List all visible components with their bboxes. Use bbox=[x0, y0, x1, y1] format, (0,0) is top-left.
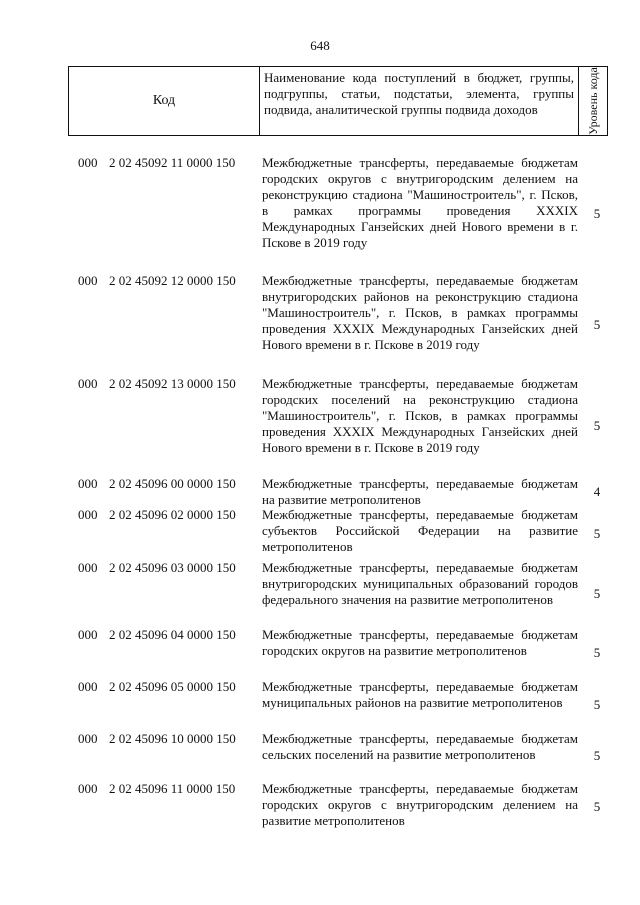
row-prefix: 000 bbox=[78, 155, 98, 170]
table-row bbox=[68, 476, 608, 507]
row-code: 2 02 45092 12 0000 150 bbox=[109, 273, 236, 288]
table-row bbox=[68, 560, 608, 627]
row-prefix: 000 bbox=[78, 476, 98, 491]
row-level: 5 bbox=[593, 799, 601, 814]
row-name: Межбюджетные трансферты, передаваемые бюджетам сельских поселений на развитие метрополитенов bbox=[262, 731, 578, 762]
table-row bbox=[68, 376, 608, 476]
header-level-label: Уровень кода bbox=[586, 67, 600, 135]
row-name: Межбюджетные трансферты, передаваемые бюджетам на развитие метрополитенов bbox=[262, 476, 578, 507]
row-name: Межбюджетные трансферты, передаваемые бюджетам субъектов Российской Федерации на развитие метрополитенов bbox=[262, 507, 578, 554]
row-code: 2 02 45096 04 0000 150 bbox=[109, 627, 236, 642]
row-name: Межбюджетные трансферты, передаваемые бюджетам городских округов с внутригородским делением на развитие метрополитенов bbox=[262, 781, 578, 828]
row-prefix: 000 bbox=[78, 627, 98, 642]
table-body bbox=[68, 155, 608, 833]
row-name: Межбюджетные трансферты, передаваемые бюджетам муниципальных районов на развитие метрополитенов bbox=[262, 679, 578, 710]
row-level: 5 bbox=[593, 748, 601, 763]
row-level: 5 bbox=[593, 697, 601, 712]
table-header bbox=[68, 66, 608, 136]
row-code: 2 02 45096 05 0000 150 bbox=[109, 679, 236, 694]
row-prefix: 000 bbox=[78, 781, 98, 796]
header-level bbox=[579, 67, 607, 135]
page-number: 648 bbox=[310, 38, 330, 53]
header-code: Код bbox=[69, 67, 260, 135]
row-level: 4 bbox=[593, 483, 601, 499]
row-prefix: 000 bbox=[78, 560, 98, 575]
row-code: 2 02 45092 13 0000 150 bbox=[109, 376, 236, 391]
row-level: 5 bbox=[593, 645, 601, 660]
row-prefix: 000 bbox=[78, 507, 98, 522]
header-name: Наименование кода поступлений в бюджет, группы, подгруппы, статьи, подстатьи, элемента, группы подвида, аналитической группы подвида доходов bbox=[260, 67, 579, 135]
row-name: Межбюджетные трансферты, передаваемые бюджетам городских округов с внутригородским делением на реконструкцию стадиона "Машиностроитель", г. Псков, в рамках программы проведения XXXIX Международных Ганзейских дней Нового времени в г. Пскове в 2019 году bbox=[262, 155, 578, 250]
row-code: 2 02 45092 11 0000 150 bbox=[109, 155, 236, 170]
row-code: 2 02 45096 00 0000 150 bbox=[109, 476, 236, 491]
table-row bbox=[68, 273, 608, 376]
row-level: 5 bbox=[593, 206, 601, 221]
table-row bbox=[68, 155, 608, 273]
row-level: 5 bbox=[593, 525, 601, 541]
table-row bbox=[68, 731, 608, 781]
row-code: 2 02 45096 10 0000 150 bbox=[109, 731, 236, 746]
row-name: Межбюджетные трансферты, передаваемые бюджетам городских поселений на реконструкцию стадиона "Машиностроитель", г. Псков, в рамках программы проведения XXXIX Международных Ганзейских дней Нового времени в г. Пскове в 2019 году bbox=[262, 376, 578, 455]
row-code: 2 02 45096 03 0000 150 bbox=[109, 560, 236, 575]
row-level: 5 bbox=[593, 418, 601, 433]
table-row bbox=[68, 781, 608, 833]
row-prefix: 000 bbox=[78, 376, 98, 391]
table-row bbox=[68, 679, 608, 731]
row-prefix: 000 bbox=[78, 679, 98, 694]
row-name: Межбюджетные трансферты, передаваемые бюджетам городских округов на развитие метрополитенов bbox=[262, 627, 578, 658]
row-prefix: 000 bbox=[78, 731, 98, 746]
row-code: 2 02 45096 11 0000 150 bbox=[109, 781, 236, 796]
row-code: 2 02 45096 02 0000 150 bbox=[109, 507, 236, 522]
table-row bbox=[68, 627, 608, 679]
row-level: 5 bbox=[593, 585, 601, 601]
table-row bbox=[68, 507, 608, 560]
row-prefix: 000 bbox=[78, 273, 98, 288]
row-level: 5 bbox=[593, 316, 601, 332]
row-name: Межбюджетные трансферты, передаваемые бюджетам внутригородских муниципальных образований городов федерального значения на развитие метрополитенов bbox=[262, 560, 578, 607]
row-name: Межбюджетные трансферты, передаваемые бюджетам внутригородских районов на реконструкцию стадиона "Машиностроитель", г. Псков, в рамках программы проведения XXXIX Международных Ганзейских дней Нового времени в г. Пскове в 2019 году bbox=[262, 273, 578, 352]
